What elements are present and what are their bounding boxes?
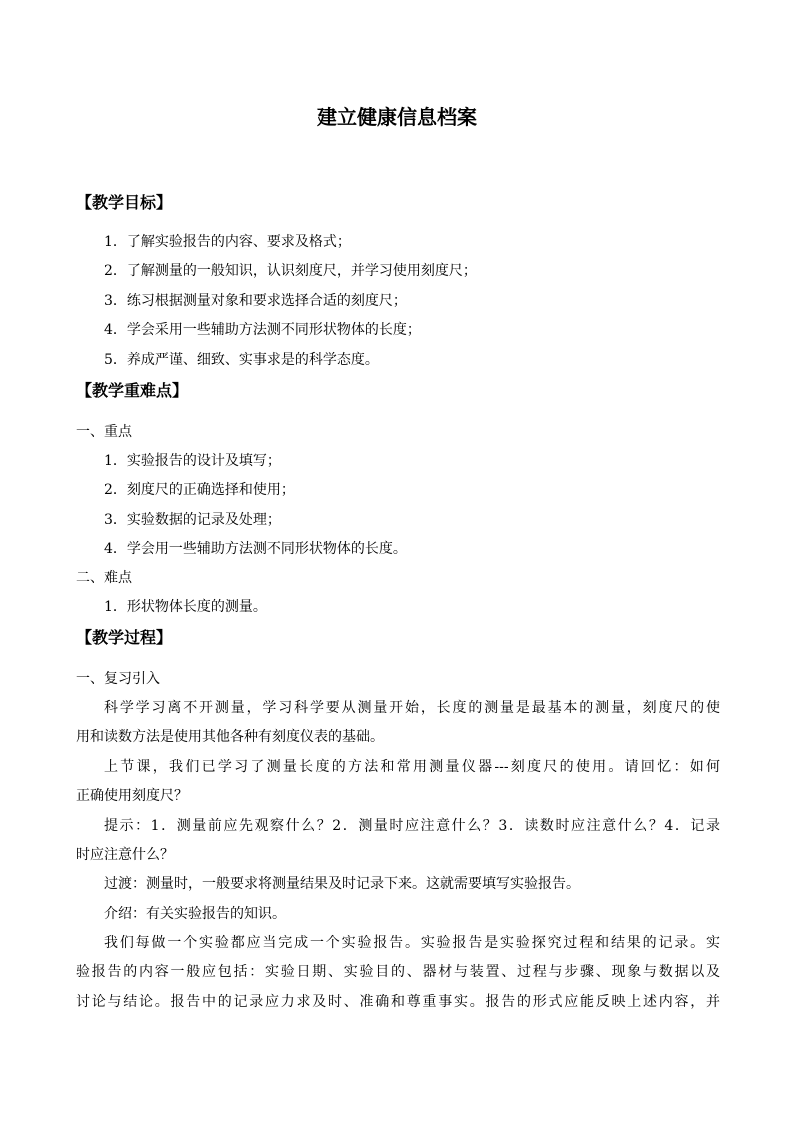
review-label: 一、复习引入	[76, 671, 160, 687]
focus-item: 2．刻度尺的正确选择和使用；	[104, 482, 295, 498]
key-points-heading: 【教学重难点】	[76, 381, 189, 400]
paragraph-line: 介绍：有关实验报告的知识。	[104, 906, 286, 922]
difficulty-label: 二、难点	[76, 570, 132, 586]
objective-item: 5．养成严谨、细致、实事求是的科学态度。	[104, 352, 379, 368]
paragraph-line: 用和读数方法是使用其他各种有刻度仪表的基础。	[76, 729, 384, 745]
objective-item: 3．练习根据测量对象和要求选择合适的刻度尺；	[104, 293, 407, 309]
focus-item: 1．实验报告的设计及填写；	[104, 453, 281, 469]
focus-label: 一、重点	[76, 424, 132, 440]
paragraph-line: 验报告的内容一般应包括：实验日期、实验目的、器材与装置、过程与步骤、现象与数据以及	[76, 964, 720, 980]
focus-item: 3．实验数据的记录及处理；	[104, 512, 281, 528]
paragraph-line: 时应注意什么？	[76, 847, 174, 863]
objectives-heading: 【教学目标】	[76, 193, 173, 212]
paragraph-line: 过渡：测量时，一般要求将测量结果及时记录下来。这就需要填写实验报告。	[104, 876, 580, 892]
paragraph-line: 提示：1．测量前应先观察什么？2．测量时应注意什么？3．读数时应注意什么？4．记录	[104, 818, 720, 834]
objective-item: 2．了解测量的一般知识，认识刻度尺，并学习使用刻度尺；	[104, 263, 477, 279]
page-title: 建立健康信息档案	[317, 105, 477, 129]
paragraph-line: 科学学习离不开测量，学习科学要从测量开始，长度的测量是最基本的测量，刻度尺的使	[104, 700, 720, 716]
paragraph-line: 讨论与结论。报告中的记录应力求及时、准确和尊重事实。报告的形式应能反映上述内容，并	[76, 994, 720, 1010]
paragraph-line: 上节课，我们已学习了测量长度的方法和常用测量仪器---刻度尺的使用。请回忆：如何	[104, 759, 720, 775]
paragraph-line: 我们每做一个实验都应当完成一个实验报告。实验报告是实验探究过程和结果的记录。实	[104, 935, 720, 951]
process-heading: 【教学过程】	[76, 628, 173, 647]
paragraph-line: 正确使用刻度尺？	[76, 788, 188, 804]
objective-item: 1．了解实验报告的内容、要求及格式；	[104, 234, 351, 250]
difficulty-item: 1．形状物体长度的测量。	[104, 599, 267, 615]
objective-item: 4．学会采用一些辅助方法测不同形状物体的长度；	[104, 322, 421, 338]
focus-item: 4．学会用一些辅助方法测不同形状物体的长度。	[104, 541, 407, 557]
